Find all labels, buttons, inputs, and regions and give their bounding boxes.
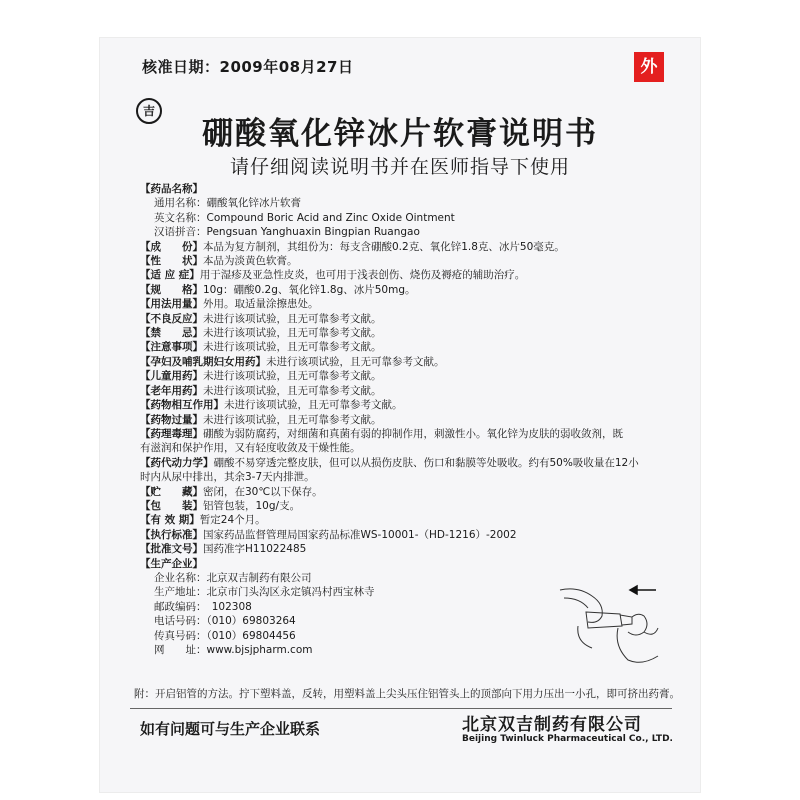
pharmacokinetics-row-cont: 时内从尿中排出，其余3-7天内排泄。 xyxy=(140,471,315,484)
section-row: 【性 状】本品为淡黄色软膏。 xyxy=(140,255,298,268)
manufacturer-postcode: 邮政编码： 102308 xyxy=(154,600,252,613)
section-row: 【儿童用药】未进行该项试验，且无可靠参考文献。 xyxy=(140,370,382,383)
generic-name: 通用名称：硼酸氧化锌冰片软膏 xyxy=(154,197,301,210)
section-row: 【禁 忌】未进行该项试验，且无可靠参考文献。 xyxy=(140,327,382,340)
leaflet-sheet xyxy=(100,38,700,792)
manufacturer-name: 企业名称：北京双吉制药有限公司 xyxy=(154,571,312,584)
contact-note: 如有问题可与生产企业联系 xyxy=(140,720,321,738)
section-row: 【药物过量】未进行该项试验，且无可靠参考文献。 xyxy=(140,413,382,426)
section-row: 【适 应 症】用于湿疹及亚急性皮炎，也可用于浅表创伤、烧伤及褥疮的辅助治疗。 xyxy=(140,269,526,282)
external-use-badge: 外 xyxy=(634,52,664,82)
section-row: 【老年用药】未进行该项试验，且无可靠参考文献。 xyxy=(140,384,382,397)
section-row: 【批准文号】国药准字H11022485 xyxy=(140,543,307,556)
approval-date: 核准日期：2009年08月27日 xyxy=(142,58,354,76)
section-row: 【有 效 期】暂定24个月。 xyxy=(140,514,266,527)
company-logo-icon: 吉 xyxy=(136,98,162,124)
pharmacokinetics-row: 【药代动力学】硼酸不易穿透完整皮肤，但可以从损伤皮肤、伤口和黏膜等处吸收。约有50%吸收量在12小 xyxy=(140,456,639,469)
section-row: 【孕妇及哺乳期妇女用药】未进行该项试验，且无可靠参考文献。 xyxy=(140,355,445,368)
arrow-left-icon xyxy=(630,586,656,594)
leaflet-subtitle: 请仔细阅读说明书并在医师指导下使用 xyxy=(229,156,570,178)
company-name-cn: 北京双吉制药有限公司 xyxy=(462,715,642,735)
section-row: 【注意事项】未进行该项试验，且无可靠参考文献。 xyxy=(140,341,382,354)
drug-name-heading: 【药品名称】 xyxy=(140,183,203,195)
section-row: 【成 份】本品为复方制剂，其组份为：每支含硼酸0.2克、氧化锌1.8克、冰片50毫克。 xyxy=(140,240,565,253)
section-row: 【用法用量】外用。取适量涂擦患处。 xyxy=(140,298,319,311)
manufacturer-phone: 电话号码：（010）69803264 xyxy=(154,615,296,628)
manufacturer-fax: 传真号码：（010）69804456 xyxy=(154,629,296,642)
english-name: 英文名称：Compound Boric Acid and Zinc Oxide Ointment xyxy=(154,211,455,224)
leaflet-title: 硼酸氧化锌冰片软膏说明书 xyxy=(202,116,598,152)
opening-instructions: 附：开启铝管的方法。拧下塑料盖，反转，用塑料盖上尖头压住铝管头上的顶部向下用力压出一小孔，即可挤出药膏。 xyxy=(134,688,680,700)
manufacturer-address: 生产地址：北京市门头沟区永定镇冯村西宝林寺 xyxy=(154,586,375,599)
manufacturer-website: 网 址：www.bjsjpharm.com xyxy=(154,644,313,656)
section-row: 【规 格】10g：硼酸0.2g、氧化锌1.8g、冰片50mg。 xyxy=(140,283,416,296)
manufacturer-heading: 【生产企业】 xyxy=(140,557,203,570)
section-row: 【药物相互作用】未进行该项试验，且无可靠参考文献。 xyxy=(140,399,403,412)
tube-opening-illustration xyxy=(558,568,668,668)
pharmacology-row: 【药理毒理】硼酸为弱防腐药，对细菌和真菌有弱的抑制作用，刺激性小。氧化锌为皮肤的弱收敛剂，既 xyxy=(140,427,623,440)
section-row: 【不良反应】未进行该项试验，且无可靠参考文献。 xyxy=(140,312,382,325)
company-name-en: Beijing Twinluck Pharmaceutical Co., LTD. xyxy=(462,734,673,744)
pinyin-name: 汉语拼音：Pengsuan Yanghuaxin Bingpian Ruangao xyxy=(154,226,420,239)
section-row: 【贮 藏】密闭，在30℃以下保存。 xyxy=(140,485,323,498)
section-row: 【执行标准】国家药品监督管理局国家药品标准WS-10001-（HD-1216）-2002 xyxy=(140,528,517,541)
pharmacology-row-cont: 有滋润和保护作用，又有轻度收敛及干燥性能。 xyxy=(140,442,361,455)
divider xyxy=(130,708,672,709)
section-row: 【包 装】铝管包装，10g/支。 xyxy=(140,499,301,512)
